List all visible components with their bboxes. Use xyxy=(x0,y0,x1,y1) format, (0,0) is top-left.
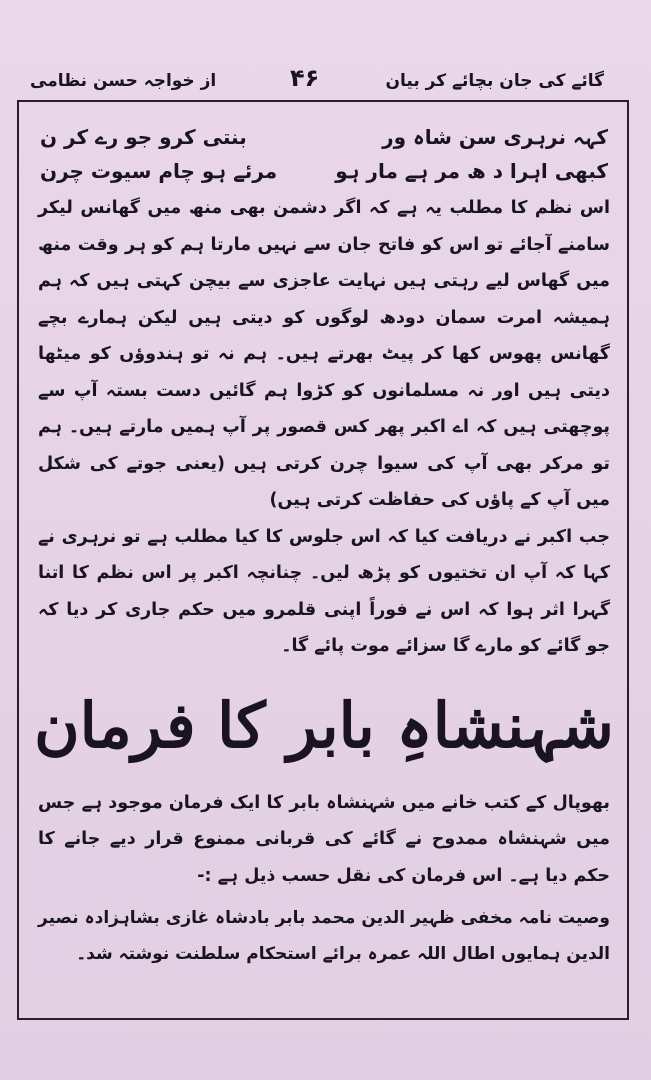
decree-intro: بھوپال کے کتب خانے میں شہنشاہ بابر کا ایک فرمان موجود ہے جس میں شہنشاہ ممدوح نے گائے کی قربانی ممنوع قرار دیے جانے کا حکم دیا ہے۔ اس فرمان کی نقل حسب ذیل ہے :- xyxy=(38,792,610,886)
poem-half-line: بنتی کرو جو رے کر ن xyxy=(40,125,247,149)
page-body xyxy=(34,114,614,994)
author-name: از خواجہ حسن نظامی xyxy=(30,71,217,91)
poem-block xyxy=(40,120,608,188)
poem-half-line: مرئے ہو چام سیوت چرن xyxy=(40,159,278,183)
page-header xyxy=(20,64,632,102)
decree-quote: وصیت نامہ مخفی ظہیر الدین محمد بابر بادشاہ غازی بشاہزادہ نصیر الدین ہمایوں اطال اللہ عمرہ برائے استحکام سلطنت نوشتہ شد۔ xyxy=(38,908,610,964)
section-heading: شہنشاہِ بابر کا فرمان xyxy=(34,688,614,762)
poem-verse-1 xyxy=(40,120,608,154)
poem-half-line: کہہ نرہری سن شاہ ور xyxy=(382,125,608,149)
paragraph: جب اکبر نے دریافت کیا کہ اس جلوس کا کیا مطلب ہے تو نرہری نے کہا کہ آپ ان تختیوں کو پڑھ لیں۔ چنانچہ اکبر پر اس نظم کا اتنا گہرا اثر ہوا کہ اس نے فوراً اپنی قلمرو میں حکم جاری کر دیا کہ جو گائے کو مارے گا سزائے موت پائے گا۔ xyxy=(38,526,610,656)
running-title: گائے کی جان بچائے کر بیان xyxy=(385,71,604,91)
poem-half-line: کبھی اہرا د ھ مر ہے مار ہو xyxy=(335,159,608,183)
body-text xyxy=(38,190,610,665)
paragraph: اس نظم کا مطلب یہ ہے کہ اگر دشمن بھی منھ میں گھانس لیکر سامنے آجائے تو اس کو فاتح جان سے نہیں مارتا ہم کو ہر وقت منھ میں گھاس لیے رہتی ہیں نہایت عاجزی سے بیچن کہتی ہیں کہ ہم ہمیشہ امرت سمان دودھ لوگوں کو دیتی ہیں لیکن ہمارے بچے گھانس پھوس کھا کر پیٹ بھرتے ہیں۔ ہم نہ تو ہندوؤں کو میٹھا دیتی ہیں اور نہ مسلمانوں کو کڑوا ہم گائیں دست بستہ آپ سے پوچھتی ہیں کہ اے اکبر پھر کس قصور پر آپ ہمیں مارتے ہیں۔ ہم تو مرکر بھی آپ کی سیوا چرن کرتی ہیں (یعنی جوتے کی شکل میں آپ کے پاؤں کی حفاظت کرتی ہیں) xyxy=(38,198,610,510)
page-number: ۴۶ xyxy=(290,64,320,92)
poem-verse-2 xyxy=(40,154,608,188)
